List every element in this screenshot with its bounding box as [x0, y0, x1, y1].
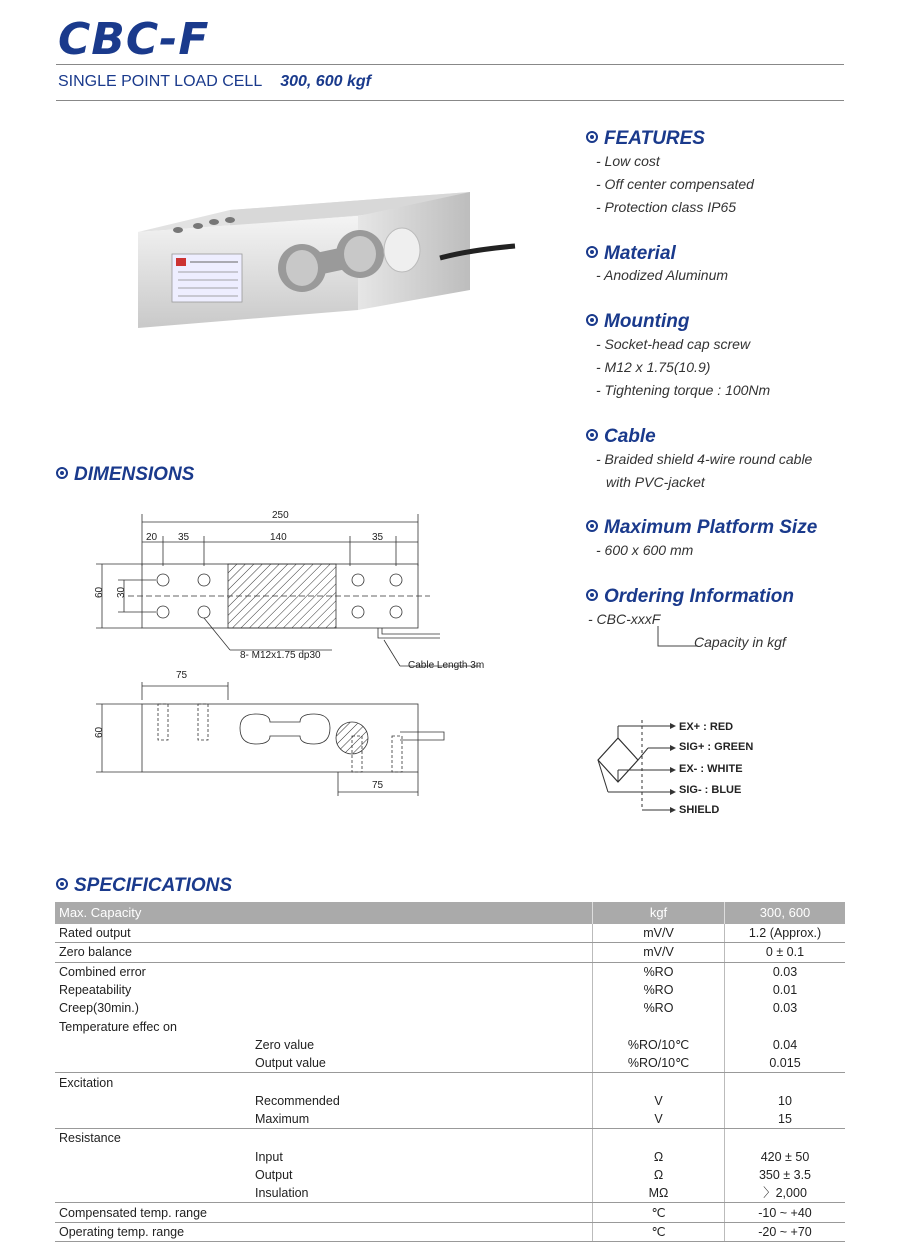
header-cell: kgf: [593, 902, 725, 924]
mounting-item: - M12 x 1.75(10.9): [596, 359, 711, 375]
table-cell-label: Input: [55, 1148, 593, 1166]
circle-bullet-icon: [586, 246, 598, 258]
table-cell-label: Maximum: [55, 1110, 593, 1129]
dim-height: 60: [94, 586, 105, 598]
table-cell-label: Combined error: [55, 962, 593, 981]
table-row: [55, 981, 845, 999]
table-cell-label: Repeatability: [55, 981, 593, 999]
mounting-section: [586, 311, 689, 333]
table-cell-value: 0 ± 0.1: [725, 943, 846, 962]
subtitle-divider: [56, 100, 844, 101]
dim-side-left: 75: [176, 670, 188, 681]
table-cell-label: Output: [55, 1166, 593, 1184]
mounting-item: - Socket-head cap screw: [596, 336, 751, 352]
table-cell-unit: MΩ: [593, 1184, 725, 1203]
table-cell-unit: ℃: [593, 1203, 725, 1222]
table-cell-value: 420 ± 50: [760, 1149, 810, 1164]
features-heading: FEATURES: [586, 128, 705, 150]
dimensions-section: [56, 464, 194, 486]
table-row: [55, 1129, 845, 1148]
table-cell-unit: %RO/10℃: [593, 1054, 725, 1073]
table-cell-unit: ℃: [593, 1222, 725, 1241]
circle-bullet-icon: [586, 520, 598, 532]
product-title: CBC-F: [58, 14, 210, 65]
table-cell-unit: %RO/10℃: [593, 1036, 725, 1054]
platform-heading: Maximum Platform Size: [586, 517, 817, 539]
table-cell-unit: %RO: [593, 962, 725, 981]
feature-item: - Off center compensated: [596, 176, 754, 192]
feature-item: - Low cost: [596, 153, 660, 169]
ordering-bracket: [650, 626, 700, 650]
table-row: [55, 1054, 845, 1073]
table-cell-label: Creep(30min.): [55, 999, 593, 1017]
table-cell-value: 1.2 (Approx.): [725, 924, 846, 943]
dimension-drawing: [80, 500, 510, 810]
wire-label-sig-plus: SIG+ : GREEN: [679, 741, 754, 753]
ordering-section: [586, 586, 794, 608]
circle-bullet-icon: [586, 589, 598, 601]
table-cell-label: Temperature effec on: [55, 1017, 593, 1035]
wire-label-ex-minus: EX- : WHITE: [679, 763, 743, 775]
circle-bullet-icon: [586, 429, 598, 441]
wire-label-shield: SHIELD: [679, 804, 720, 816]
table-cell-label: Zero value: [55, 1036, 593, 1054]
table-row: [55, 1184, 845, 1203]
cable-section: [586, 426, 656, 448]
specifications-section: [56, 875, 232, 897]
table-cell-unit: [593, 1073, 725, 1092]
circle-bullet-icon: [586, 314, 598, 326]
table-row: [55, 1110, 845, 1129]
dim-seg-1: 20: [146, 532, 158, 543]
table-cell-label: Operating temp. range: [55, 1222, 593, 1241]
table-cell-label: Output value: [55, 1054, 593, 1073]
dim-hole-note: 8- M12x1.75 dp30: [240, 650, 321, 661]
features-section: [586, 128, 705, 150]
table-cell-value: 0.03: [772, 964, 798, 979]
table-cell-label: Recommended: [55, 1092, 593, 1110]
dim-side-height: 60: [94, 726, 105, 738]
table-cell-value: 〉2,000: [725, 1184, 846, 1203]
circle-bullet-icon: [56, 467, 68, 479]
table-row: [55, 1222, 845, 1241]
table-cell-label: Insulation: [55, 1184, 593, 1203]
platform-section: [586, 517, 817, 539]
cable-heading: Cable: [586, 426, 656, 448]
dim-seg-3: 140: [270, 532, 287, 543]
table-row: [55, 1148, 845, 1166]
header-cell: 300, 600: [725, 902, 846, 924]
table-row: [55, 999, 845, 1017]
table-cell-value: -10 ~ +40: [725, 1203, 846, 1222]
ordering-code: - CBC-xxxF: [588, 611, 661, 627]
material-item: - Anodized Aluminum: [596, 267, 729, 283]
table-cell-value: 350 ± 3.5: [758, 1168, 812, 1182]
ordering-note: Capacity in kgf: [694, 634, 786, 650]
specifications-heading: SPECIFICATIONS: [56, 875, 232, 897]
platform-item: - 600 x 600 mm: [596, 542, 694, 558]
table-cell-label: Rated output: [55, 924, 593, 943]
wire-label-sig-minus: SIG- : BLUE: [679, 784, 742, 796]
table-cell-label: Excitation: [55, 1073, 593, 1092]
table-cell-unit: %RO: [593, 999, 725, 1017]
ordering-heading: Ordering Information: [586, 586, 794, 608]
product-subtitle: [58, 73, 371, 91]
table-cell-unit: V: [593, 1092, 725, 1110]
table-row: [55, 943, 845, 962]
table-cell-unit: [593, 1017, 725, 1035]
table-cell-value: 10: [778, 1093, 792, 1108]
table-cell-label: Compensated temp. range: [55, 1203, 593, 1222]
mounting-item: - Tightening torque : 100Nm: [596, 382, 771, 398]
table-cell-value: 0.01: [772, 983, 798, 998]
table-cell-value: 0.04: [772, 1037, 798, 1052]
capacity-text: 300, 600 kgf: [280, 73, 371, 90]
table-cell-value: 15: [725, 1110, 846, 1129]
specifications-table: [55, 902, 845, 1242]
table-cell-value: -20 ~ +70: [725, 1222, 846, 1241]
table-cell-unit: mV/V: [593, 943, 725, 962]
table-cell-unit: Ω: [593, 1166, 725, 1184]
circle-bullet-icon: [586, 131, 598, 143]
product-photo: [110, 150, 530, 370]
table-row: [55, 924, 845, 943]
mounting-heading: Mounting: [586, 311, 689, 333]
cable-item: - Braided shield 4-wire round cable: [596, 451, 813, 467]
table-cell-unit: Ω: [593, 1148, 725, 1166]
dim-side-right: 75: [372, 780, 384, 791]
dim-cable-note: Cable Length 3m: [408, 660, 485, 671]
table-cell-label: Resistance: [55, 1129, 593, 1148]
table-cell-unit: V: [593, 1110, 725, 1129]
table-cell-value: 0.015: [725, 1054, 846, 1073]
table-cell-value: [725, 1129, 846, 1148]
dim-overall: 250: [272, 510, 289, 521]
table-cell-label: Zero balance: [55, 943, 593, 962]
dim-hole-spacing: 30: [116, 586, 127, 598]
header-cell: Max. Capacity: [55, 902, 593, 924]
table-cell-unit: [593, 1129, 725, 1148]
table-cell-unit: mV/V: [593, 924, 725, 943]
table-row: [55, 1203, 845, 1222]
table-row: [55, 1073, 845, 1092]
table-cell-value: 0.03: [772, 1001, 798, 1016]
dim-seg-4: 35: [372, 532, 384, 543]
table-row: [55, 1092, 845, 1110]
cable-item: with PVC-jacket: [606, 474, 705, 490]
dimensions-heading: DIMENSIONS: [56, 464, 194, 486]
table-row: [55, 962, 845, 981]
table-cell-value: [725, 1073, 846, 1092]
subtitle-text: SINGLE POINT LOAD CELL: [58, 73, 263, 90]
dim-seg-2: 35: [178, 532, 190, 543]
material-section: [586, 243, 676, 265]
table-row: [55, 1017, 845, 1035]
table-row: [55, 1166, 845, 1184]
title-divider: [56, 64, 844, 65]
table-header-row: [55, 902, 845, 924]
table-cell-unit: %RO: [593, 981, 725, 999]
circle-bullet-icon: [56, 878, 68, 890]
wire-label-ex-plus: EX+ : RED: [679, 721, 734, 733]
material-heading: Material: [586, 243, 676, 265]
table-row: [55, 1036, 845, 1054]
feature-item: - Protection class IP65: [596, 199, 737, 215]
table-cell-value: [725, 1017, 846, 1035]
